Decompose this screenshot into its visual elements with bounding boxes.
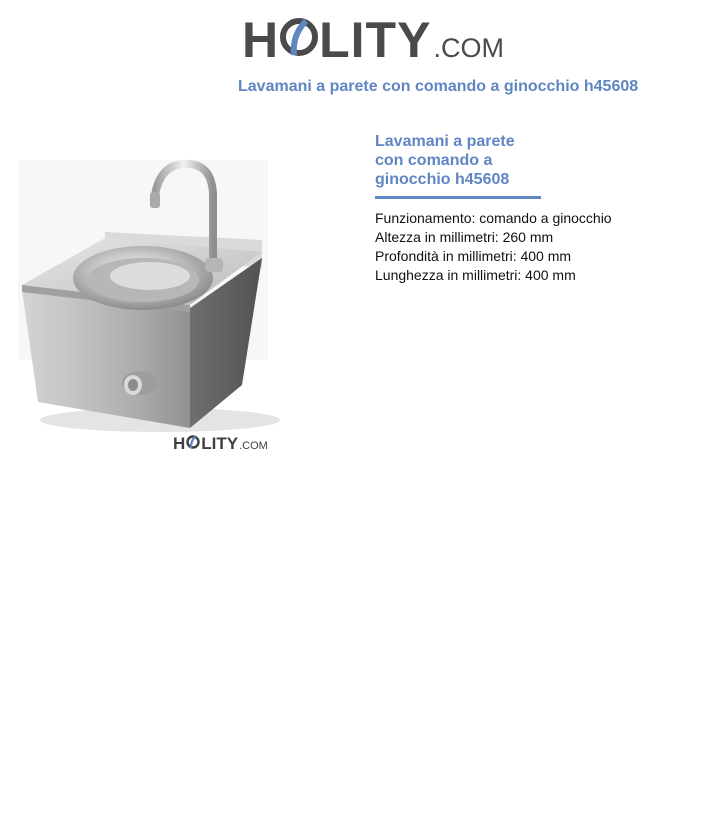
product-title-line: Lavamani a parete xyxy=(375,133,515,150)
title-underline xyxy=(375,196,541,199)
spec-operation: Funzionamento: comando a ginocchio xyxy=(375,210,612,226)
logo-letters: LITY xyxy=(319,12,432,68)
site-logo[interactable] xyxy=(242,8,504,72)
product-title xyxy=(375,132,545,189)
logo-suffix: .COM xyxy=(433,33,504,63)
product-details xyxy=(375,132,695,285)
watermark-logo xyxy=(173,434,268,454)
logo-o-icon xyxy=(280,17,318,57)
spec-length: Lunghezza in millimetri: 400 mm xyxy=(375,267,576,283)
watermark-letters: LITY xyxy=(201,434,239,453)
watermark-letter-h: H xyxy=(173,434,186,453)
product-image xyxy=(0,140,290,460)
product-title-line: ginocchio h45608 xyxy=(375,171,510,188)
spec-depth: Profondità in millimetri: 400 mm xyxy=(375,248,572,264)
page-title: Lavamani a parete con comando a ginocchio h45608 xyxy=(238,78,639,95)
product-title-line: con comando a xyxy=(375,152,493,169)
watermark-suffix: .COM xyxy=(239,440,268,452)
watermark-o-icon xyxy=(186,435,200,449)
spec-height: Altezza in millimetri: 260 mm xyxy=(375,229,554,245)
logo-letter-h: H xyxy=(242,12,280,68)
